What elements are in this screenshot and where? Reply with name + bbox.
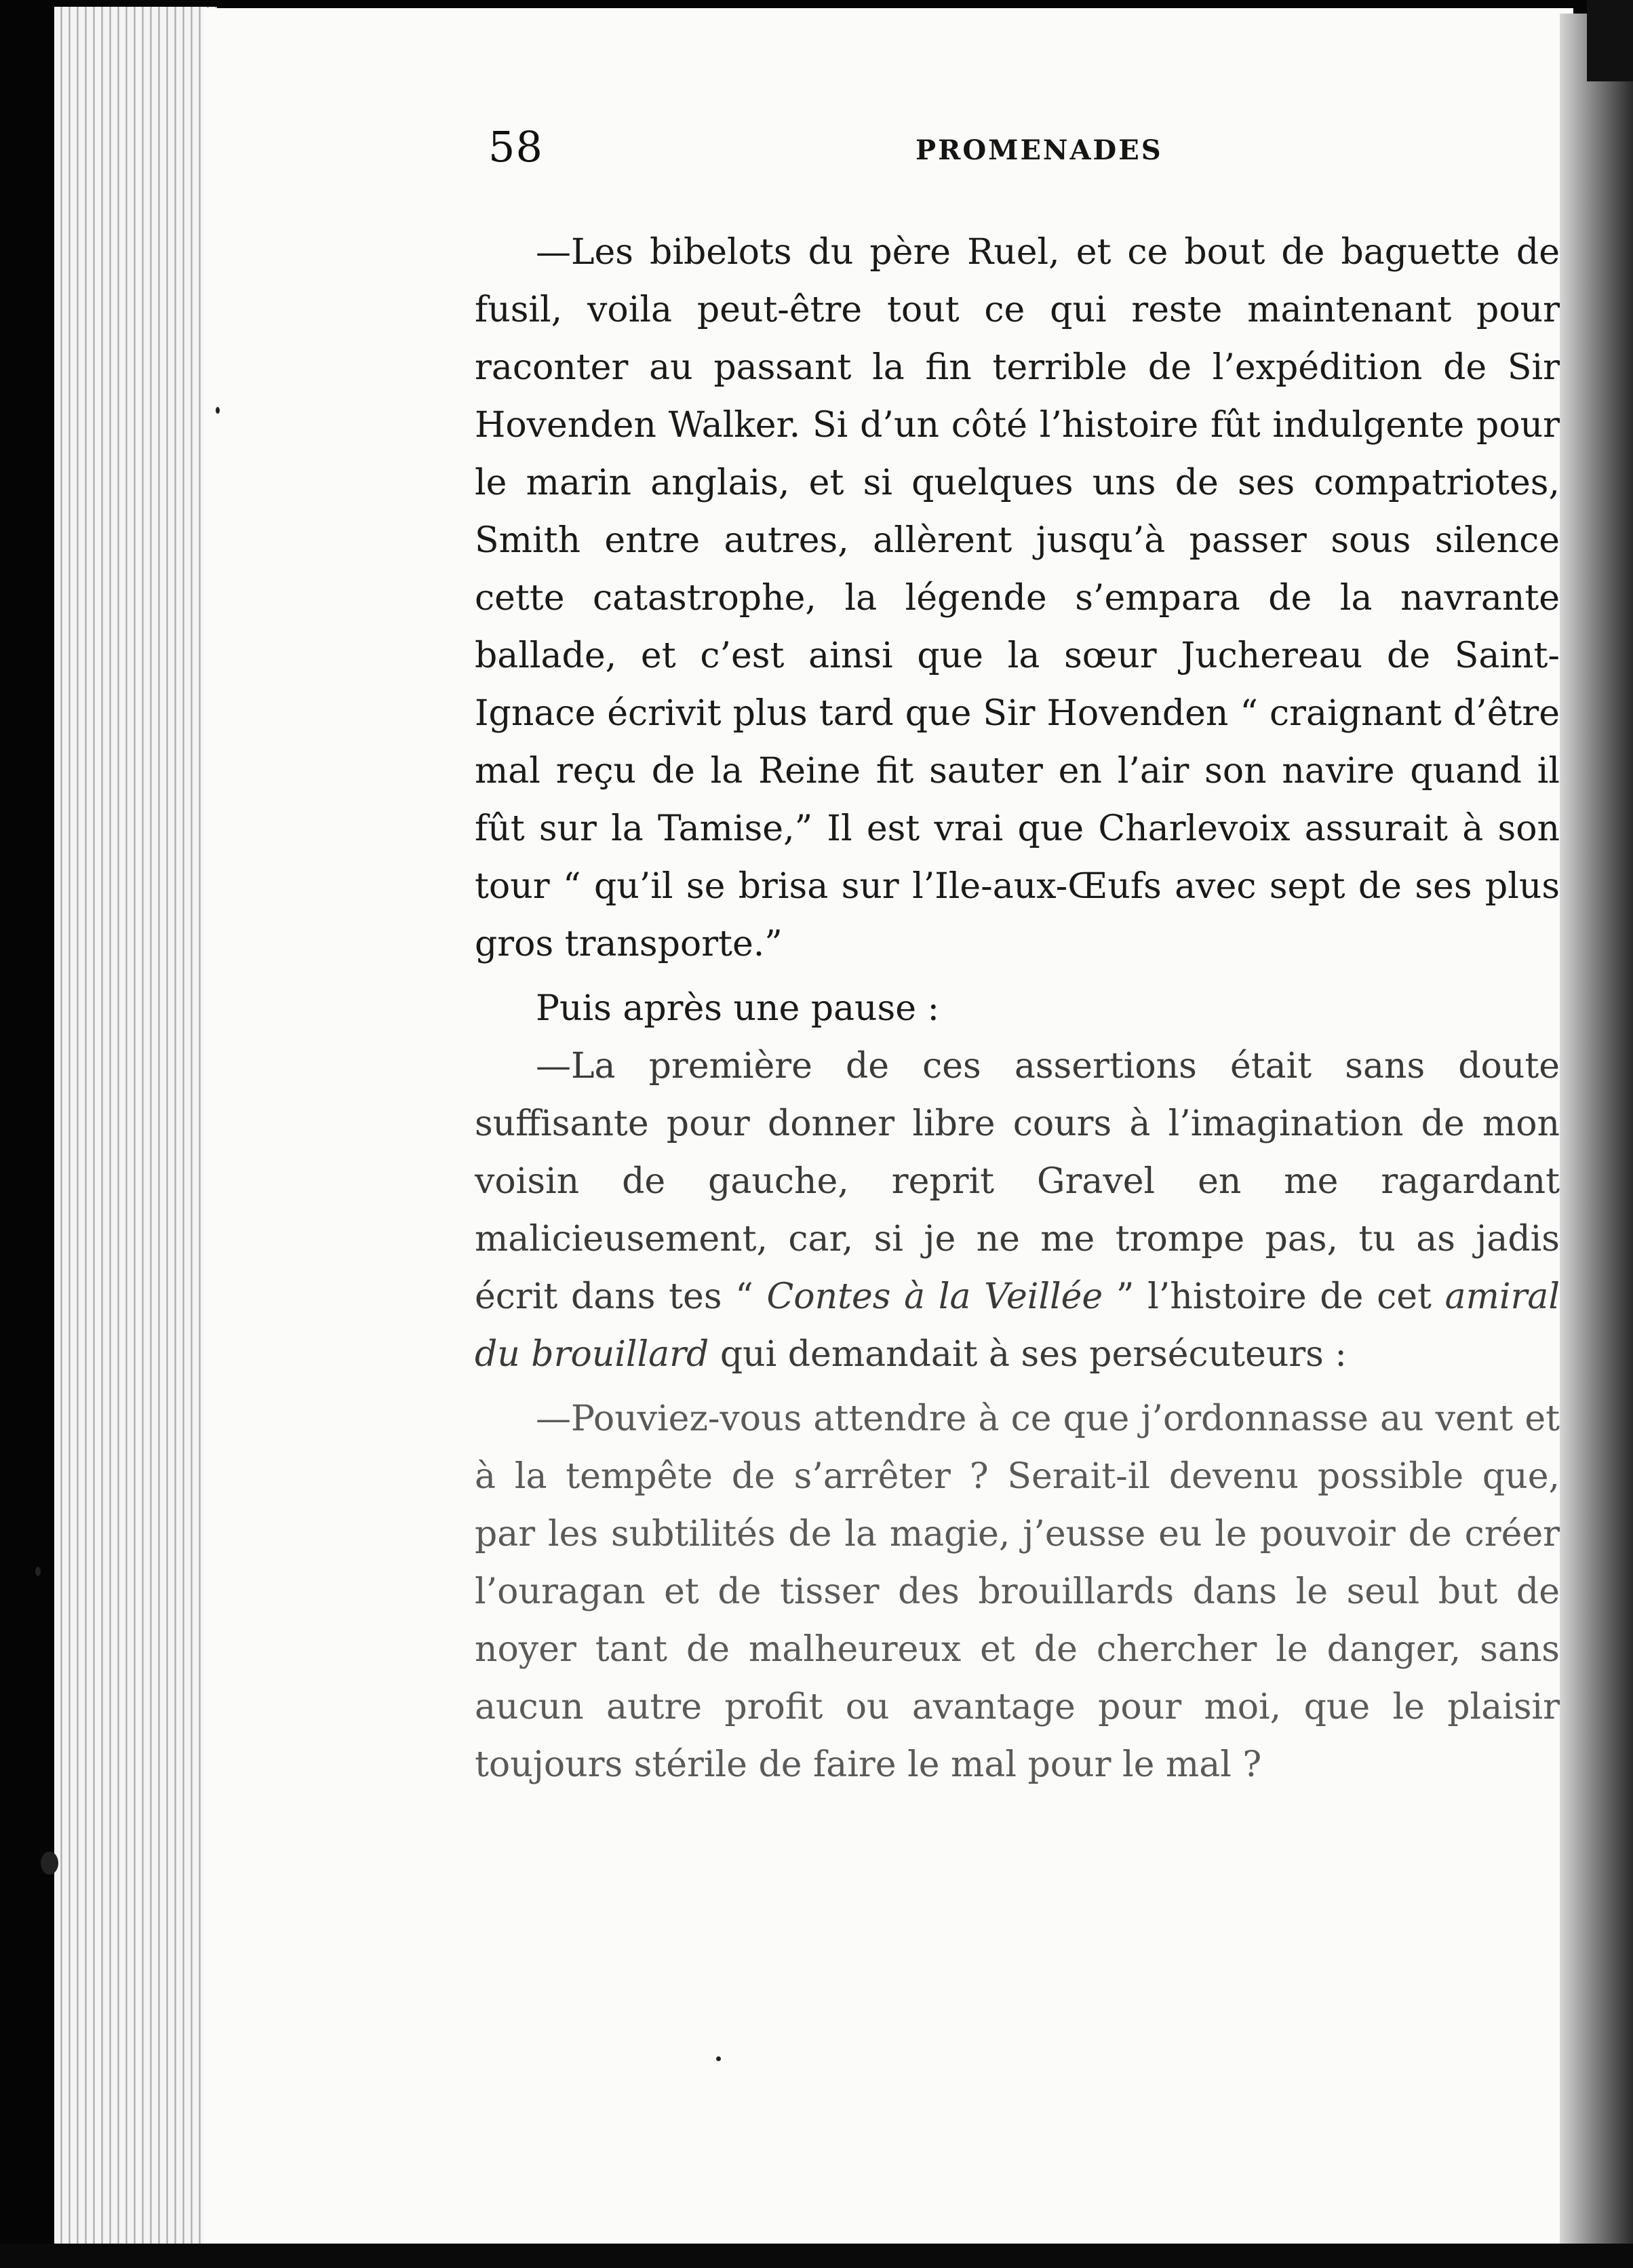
paragraph: [475, 1038, 1560, 1384]
running-title: PROMENADES: [916, 134, 1163, 166]
scan-bottom-edge: [0, 2244, 1633, 2268]
page-body: [475, 224, 1560, 1794]
paragraph-text: —La première de ces assertions était sans doute suffisante pour donner libre cours à l’imagination de mon voisin de gauche, reprit Gravel en me ragardant malicieusement, car, si je ne me trompe pas, tu as jadis écrit dans tes “: [475, 1046, 1560, 1317]
running-head: [488, 122, 1546, 183]
ink-speck: [216, 407, 220, 414]
italic-phrase: amiral du brouillard: [475, 1276, 1560, 1375]
paragraph-text: qui demandait à ses persécuteurs :: [709, 1334, 1347, 1375]
scan-corner-shadow: [1587, 0, 1633, 81]
paragraph: —Pouviez-vous attendre à ce que j’ordonnasse au vent et à la tempête de s’arrêter ? Serait-il devenu possible que, par les subtilités de la magie, j’eusse eu le pouvoir de créer l’ouragan et de tisser des brouillards dans le seul but de noyer tant de malheureux et de chercher le danger, sans aucun autre profit ou avantage pour moi, que le plaisir toujours stérile de faire le mal pour le mal ?: [475, 1399, 1560, 1785]
italic-title: Contes à la Veillée: [766, 1276, 1103, 1317]
book-page-edges: [54, 7, 217, 2245]
paragraph-text: ” l’histoire de cet: [1103, 1276, 1445, 1317]
ink-speck: [41, 1852, 58, 1875]
ink-speck: [716, 2056, 721, 2061]
paragraph: Puis après une pause :: [536, 988, 940, 1029]
page-number: 58: [488, 122, 543, 172]
paragraph: —Les bibelots du père Ruel, et ce bout de baguette de fusil, voila peut-être tout ce qui reste maintenant pour raconter au passant la fin terrible de l’expédition de Sir Hovenden Walker. Si d’un côté l’histoire fût indulgente pour le marin anglais, et si quelques uns de ses compatriotes, Smith entre autres, allèrent jusqu’à passer sous silence cette catastrophe, la légende s’empara de la navrante ballade, et c’est ainsi que la sœur Juchereau de Saint-Ignace écrivit plus tard que Sir Hovenden “ craignant d’être mal reçu de la Reine fit sauter en l’air son navire quand il fût sur la Tamise,” Il est vrai que Charlevoix assurait à son tour “ qu’il se brisa sur l’Ile-aux-Œufs avec sept de ses plus gros transporte.”: [475, 232, 1560, 964]
page-gutter-shadow: [1560, 14, 1633, 2252]
ink-speck: [35, 1567, 41, 1576]
